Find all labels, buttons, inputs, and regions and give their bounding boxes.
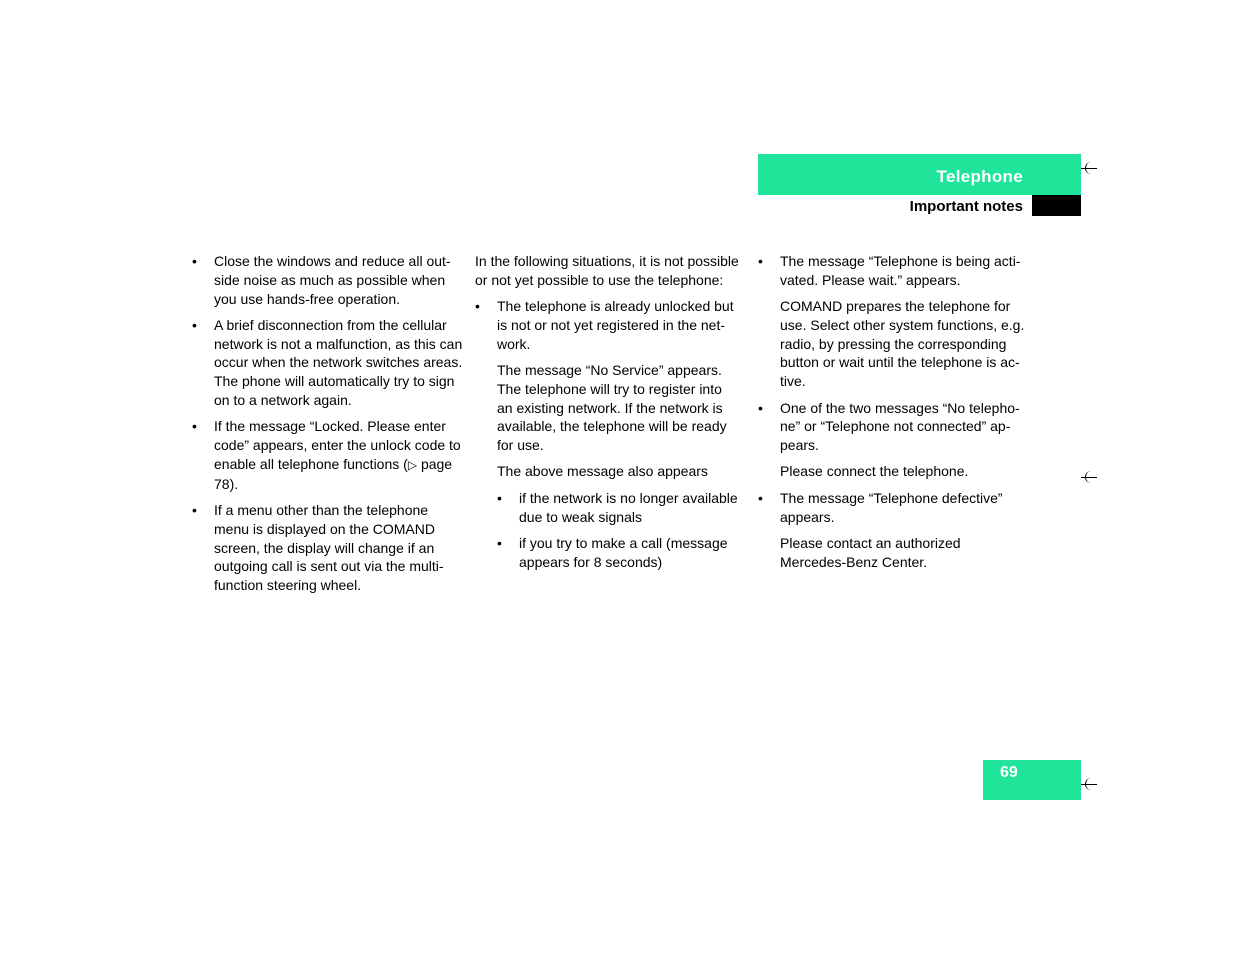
column-3 [758,252,1028,579]
list-item-detail: The above message also appears [497,463,708,480]
sub-list-item: • if you try to make a call (message appears for 8 seconds) [475,534,741,572]
page-number: 69 [1000,764,1018,781]
list-item: • The telephone is already unlocked but is not or not yet registered in the net-work. [475,297,741,353]
list-item: • The message “Telephone defective” appears. [758,489,1028,527]
list-item: • If a menu other than the telephone menu is displayed on the COMAND screen, the display will change if an outgoing call is sent out via the multi-function steering wheel. [192,501,464,595]
list-item: • One of the two messages “No telepho-ne” or “Telephone not connected” ap-pears. [758,399,1028,455]
list-item: • Close the windows and reduce all out-side noise as much as possible when you use hands-free operation. [192,252,464,308]
page-reference: page 78). [214,455,453,492]
list-item: • The message “Telephone is being acti-vated. Please wait.” appears. [758,252,1028,290]
column-2 [475,252,741,579]
list-item-detail: Please contact an authorized Mercedes-Benz Center. [780,534,961,570]
page-number-box [983,760,1081,800]
column-1 [192,252,464,603]
section-header-bar [758,154,1081,195]
section-title: Telephone [936,167,1023,186]
crop-mark-icon [1081,777,1097,793]
list-item-detail: COMAND prepares the telephone for use. Select other system functions, e.g. radio, by pressing the corresponding button or wait until the telephone is ac-tive. [780,298,1025,390]
subsection-title: Important notes [909,198,1023,215]
intro-paragraph: In the following situations, it is not possible or not yet possible to use the telephone: [475,253,739,288]
list-item-detail: Please connect the telephone. [780,463,969,480]
thumb-tab [1032,195,1081,216]
list-item: • A brief disconnection from the cellular network is not a malfunction, as this can occur when the network switches areas. The phone will automatically try to sign on to a network again. [192,316,464,410]
page-reference-arrow-icon: ▷ [407,457,418,472]
crop-mark-icon [1081,161,1097,177]
list-item: • If the message “Locked. Please enter code” appears, enter the unlock code to enable all telephone functions (▷ page 78). [192,417,464,493]
list-item-text: If the message “Locked. Please enter code” appears, enter the unlock code to enable all telephone functions [214,418,461,472]
list-item-detail: The message “No Service” appears. The telephone will try to register into an existing network. If the network is available, the telephone will be ready for use. [497,361,727,454]
crop-mark-icon [1081,470,1097,486]
sub-list-item: • if the network is no longer available due to weak signals [475,489,741,527]
